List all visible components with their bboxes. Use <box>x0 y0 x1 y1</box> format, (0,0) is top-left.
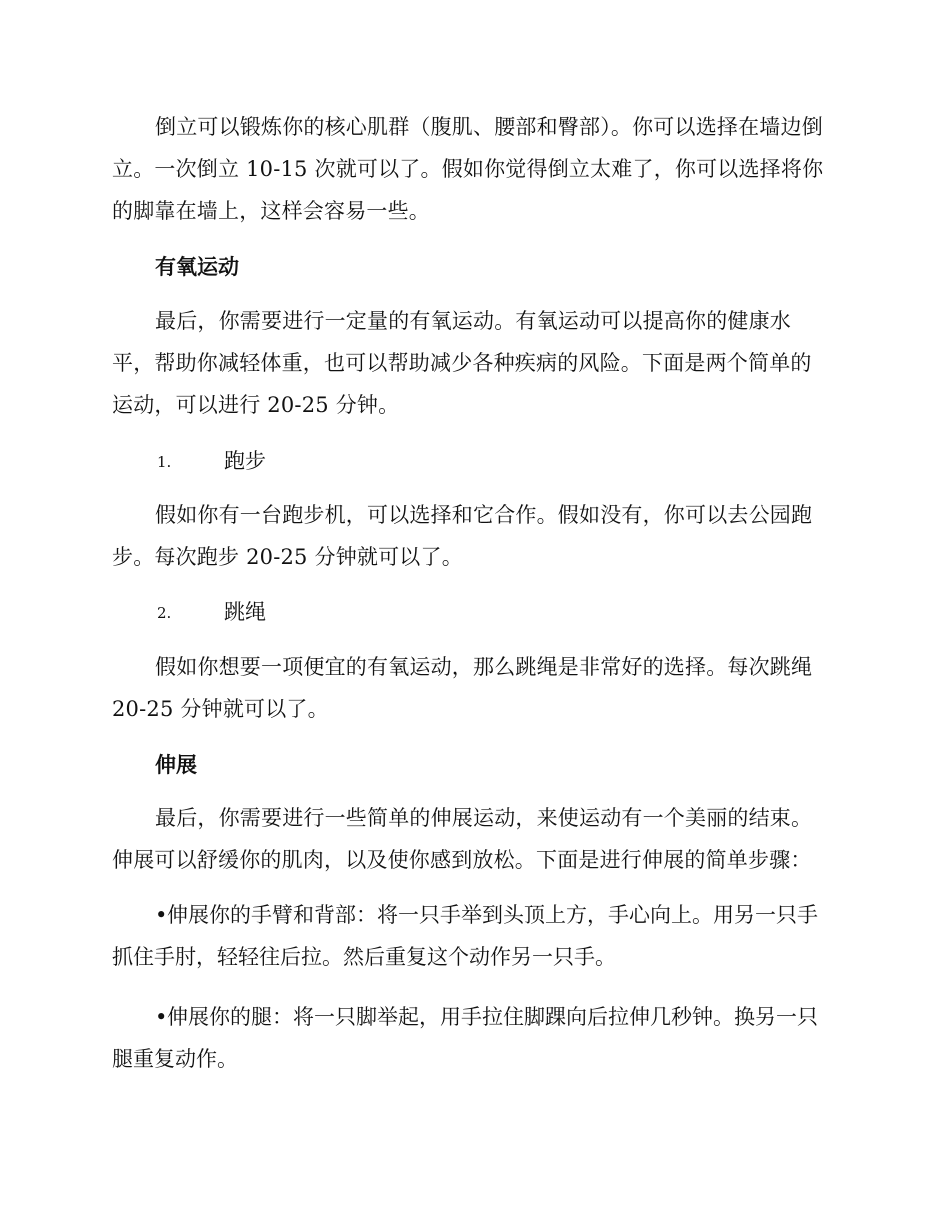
list-label: 跳绳 <box>224 600 266 624</box>
list-label: 跑步 <box>224 449 266 473</box>
bullet-text: 伸展你的腿：将一只脚举起，用手拉住脚踝向后拉伸几秒钟。换另一只腿重复动作。 <box>112 1005 818 1071</box>
list-item-running <box>157 446 266 477</box>
bullet-item-arms-back <box>112 894 830 978</box>
paragraph-running: 假如你有一台跑步机，可以选择和它合作。假如没有，你可以去公园跑步。每次跑步 20-25 分钟就可以了。 <box>112 503 813 569</box>
paragraph-rope: 假如你想要一项便宜的有氧运动，那么跳绳是非常好的选择。每次跳绳 20-25 分钟就可以了。 <box>112 655 813 721</box>
bullet-mark: • <box>155 903 168 927</box>
list-item-rope <box>157 597 266 628</box>
list-number: 1. <box>157 453 172 471</box>
paragraph-stretch-intro: 最后，你需要进行一些简单的伸展运动，来使运动有一个美丽的结束。伸展可以舒缓你的肌肉，以及使你感到放松。下面是进行伸展的简单步骤： <box>112 806 813 872</box>
bullet-mark: • <box>155 1005 168 1029</box>
bullet-item-legs <box>112 996 830 1080</box>
paragraph-aerobic-intro: 最后，你需要进行一定量的有氧运动。有氧运动可以提高你的健康水平，帮助你减轻体重，也可以帮助减少各种疾病的风险。下面是两个简单的运动，可以进行 20-25 分钟。 <box>112 309 812 417</box>
heading-stretch: 伸展 <box>155 753 197 777</box>
list-number: 2. <box>157 604 172 622</box>
paragraph-handstand: 倒立可以锻炼你的核心肌群（腹肌、腰部和臀部）。你可以选择在墙边倒立。一次倒立 10-15 次就可以了。假如你觉得倒立太难了，你可以选择将你的脚靠在墙上，这样会容易一些。 <box>112 115 824 223</box>
bullet-text: 伸展你的手臂和背部：将一只手举到头顶上方，手心向上。用另一只手抓住手肘，轻轻往后拉。然后重复这个动作另一只手。 <box>112 903 818 969</box>
heading-aerobic: 有氧运动 <box>155 255 239 279</box>
